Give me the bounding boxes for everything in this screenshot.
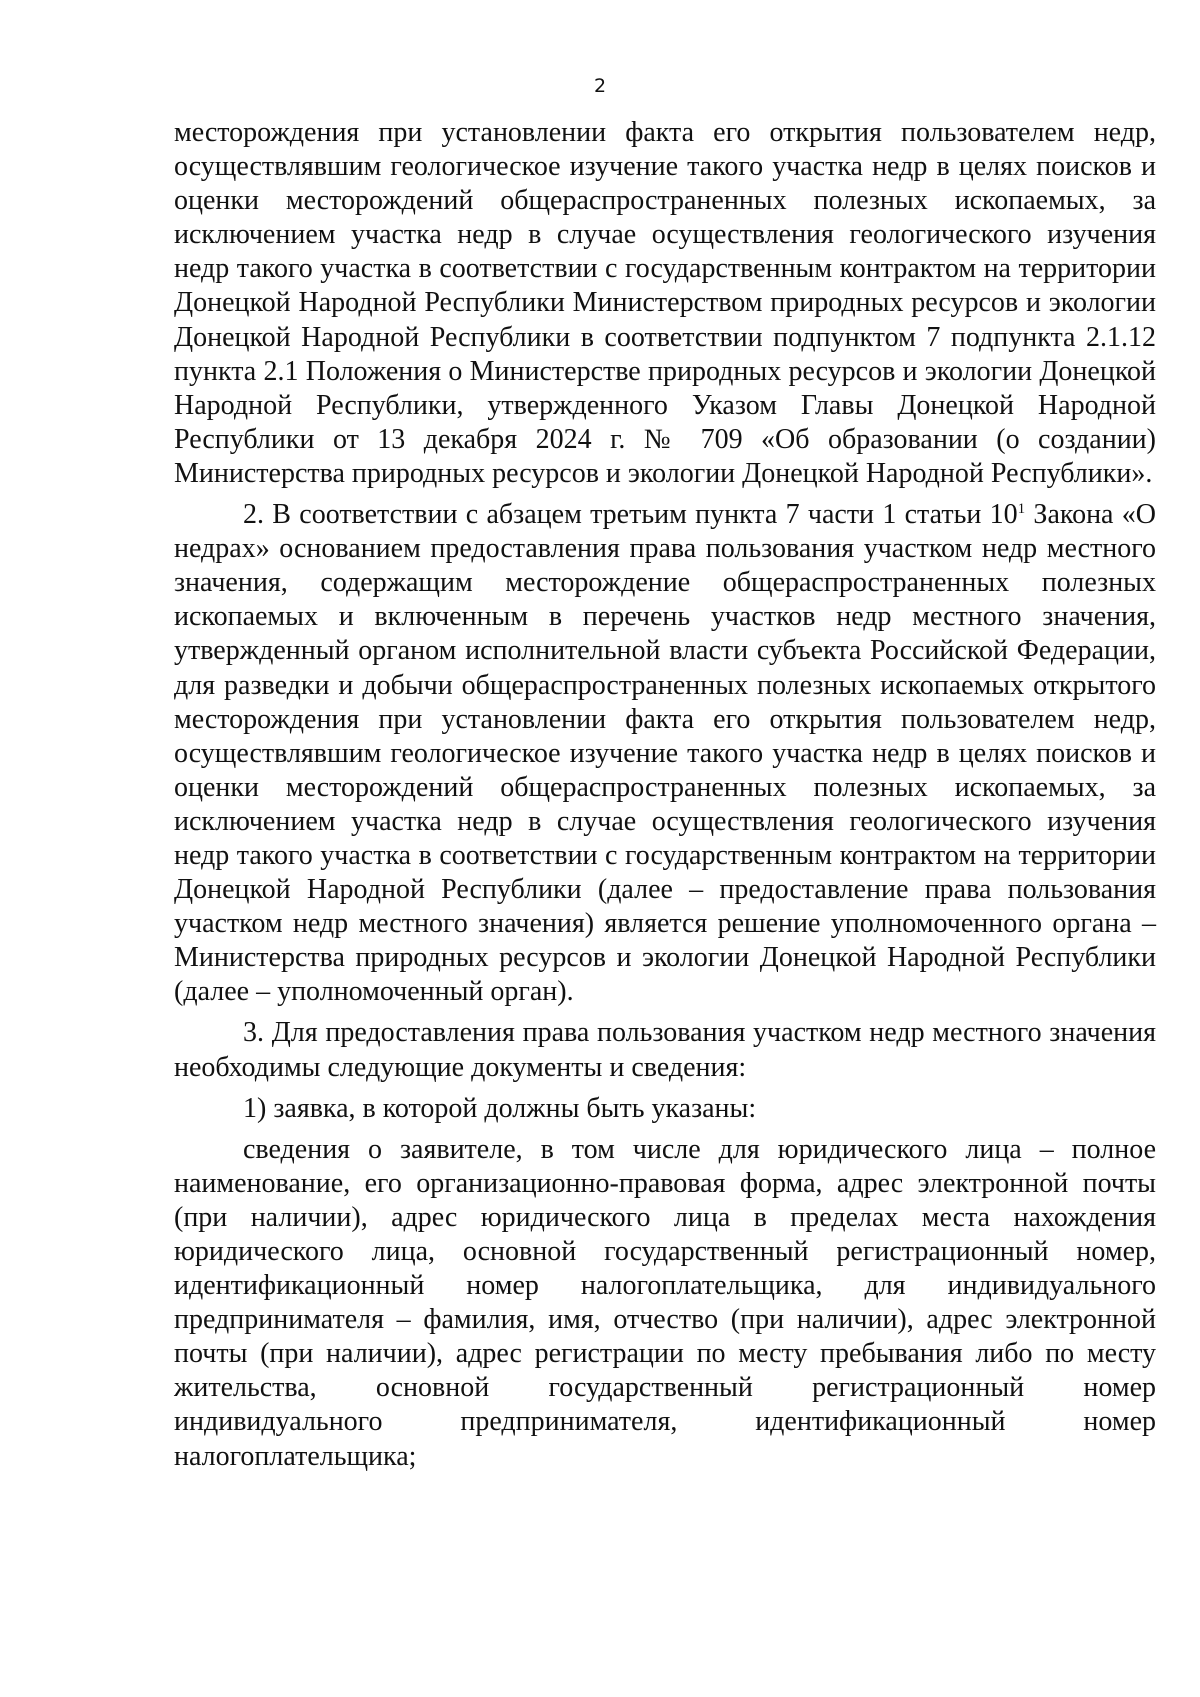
clause-2-text-start: 2. В соответствии с абзацем третьим пункта 7 части 1 статьи 10 <box>243 499 1018 531</box>
clause-2-text-end: Закона «О недрах» основанием предоставления права пользования участком недр местного значения, содержащим месторождение общераспространенных полезных ископаемых и включенным в перечень участков недр местного значения, утвержденный органом исполнительной власти субъекта Российской Федерации, для разведки и добычи общераспространенных полезных ископаемых открытого месторождения при установлении факта его открытия пользователем недр, осуществлявшим геологическое изучение такого участка недр в целях поисков и оценки месторождений общераспространенных полезных ископаемых, за исключением участка недр в случае осуществления геологического изучения недр такого участка в соответствии с государственным контрактом на территории Донецкой Народной Республики (далее – предоставление права пользования участком недр местного значения) является решение уполномоченного органа – Министерства природных ресурсов и экологии Донецкой Народной Республики (далее – уполномоченный орган). <box>174 499 1156 1008</box>
page-number: 2 <box>593 75 607 97</box>
paragraph-applicant-info: сведения о заявителе, в том числе для юридического лица – полное наименование, его организационно-правовая форма, адрес электронной почты (при наличии), адрес юридического лица в пределах места нахождения юридического лица, основной государственный регистрационный номер, идентификационный номер налогоплательщика, для индивидуального предпринимателя – фамилия, имя, отчество (при наличии), адрес электронной почты (при наличии), адрес регистрации по месту пребывания либо по месту жительства, основной государственный регистрационный номер индивидуального предпринимателя, идентификационный номер налогоплательщика; <box>174 1133 1156 1472</box>
document-body <box>174 116 1156 1481</box>
paragraph-item-1: 1) заявка, в которой должны быть указаны: <box>243 1092 757 1124</box>
paragraph-continuation: месторождения при установлении факта его открытия пользователем недр, осуществлявшим геологическое изучение такого участка недр в целях поисков и оценки месторождений общераспространенных полезных ископаемых, за исключением участка недр в случае осуществления геологического изучения недр такого участка в соответствии с государственным контрактом на территории Донецкой Народной Республики Министерством природных ресурсов и экологии Донецкой Народной Республики в соответствии подпунктом 7 подпункта 2.1.12 пункта 2.1 Положения о Министерстве природных ресурсов и экологии Донецкой Народной Республики, утвержденного Указом Главы Донецкой Народной Республики от 13 декабря 2024 г. № 709 «Об образовании (о создании) Министерства природных ресурсов и экологии Донецкой Народной Республики». <box>174 117 1156 489</box>
paragraph-clause-2 <box>174 498 1156 1009</box>
paragraph-clause-3: 3. Для предоставления права пользования участком недр местного значения необходимы следующие документы и сведения: <box>174 1017 1156 1083</box>
clause-2-superscript: 1 <box>1017 501 1026 518</box>
